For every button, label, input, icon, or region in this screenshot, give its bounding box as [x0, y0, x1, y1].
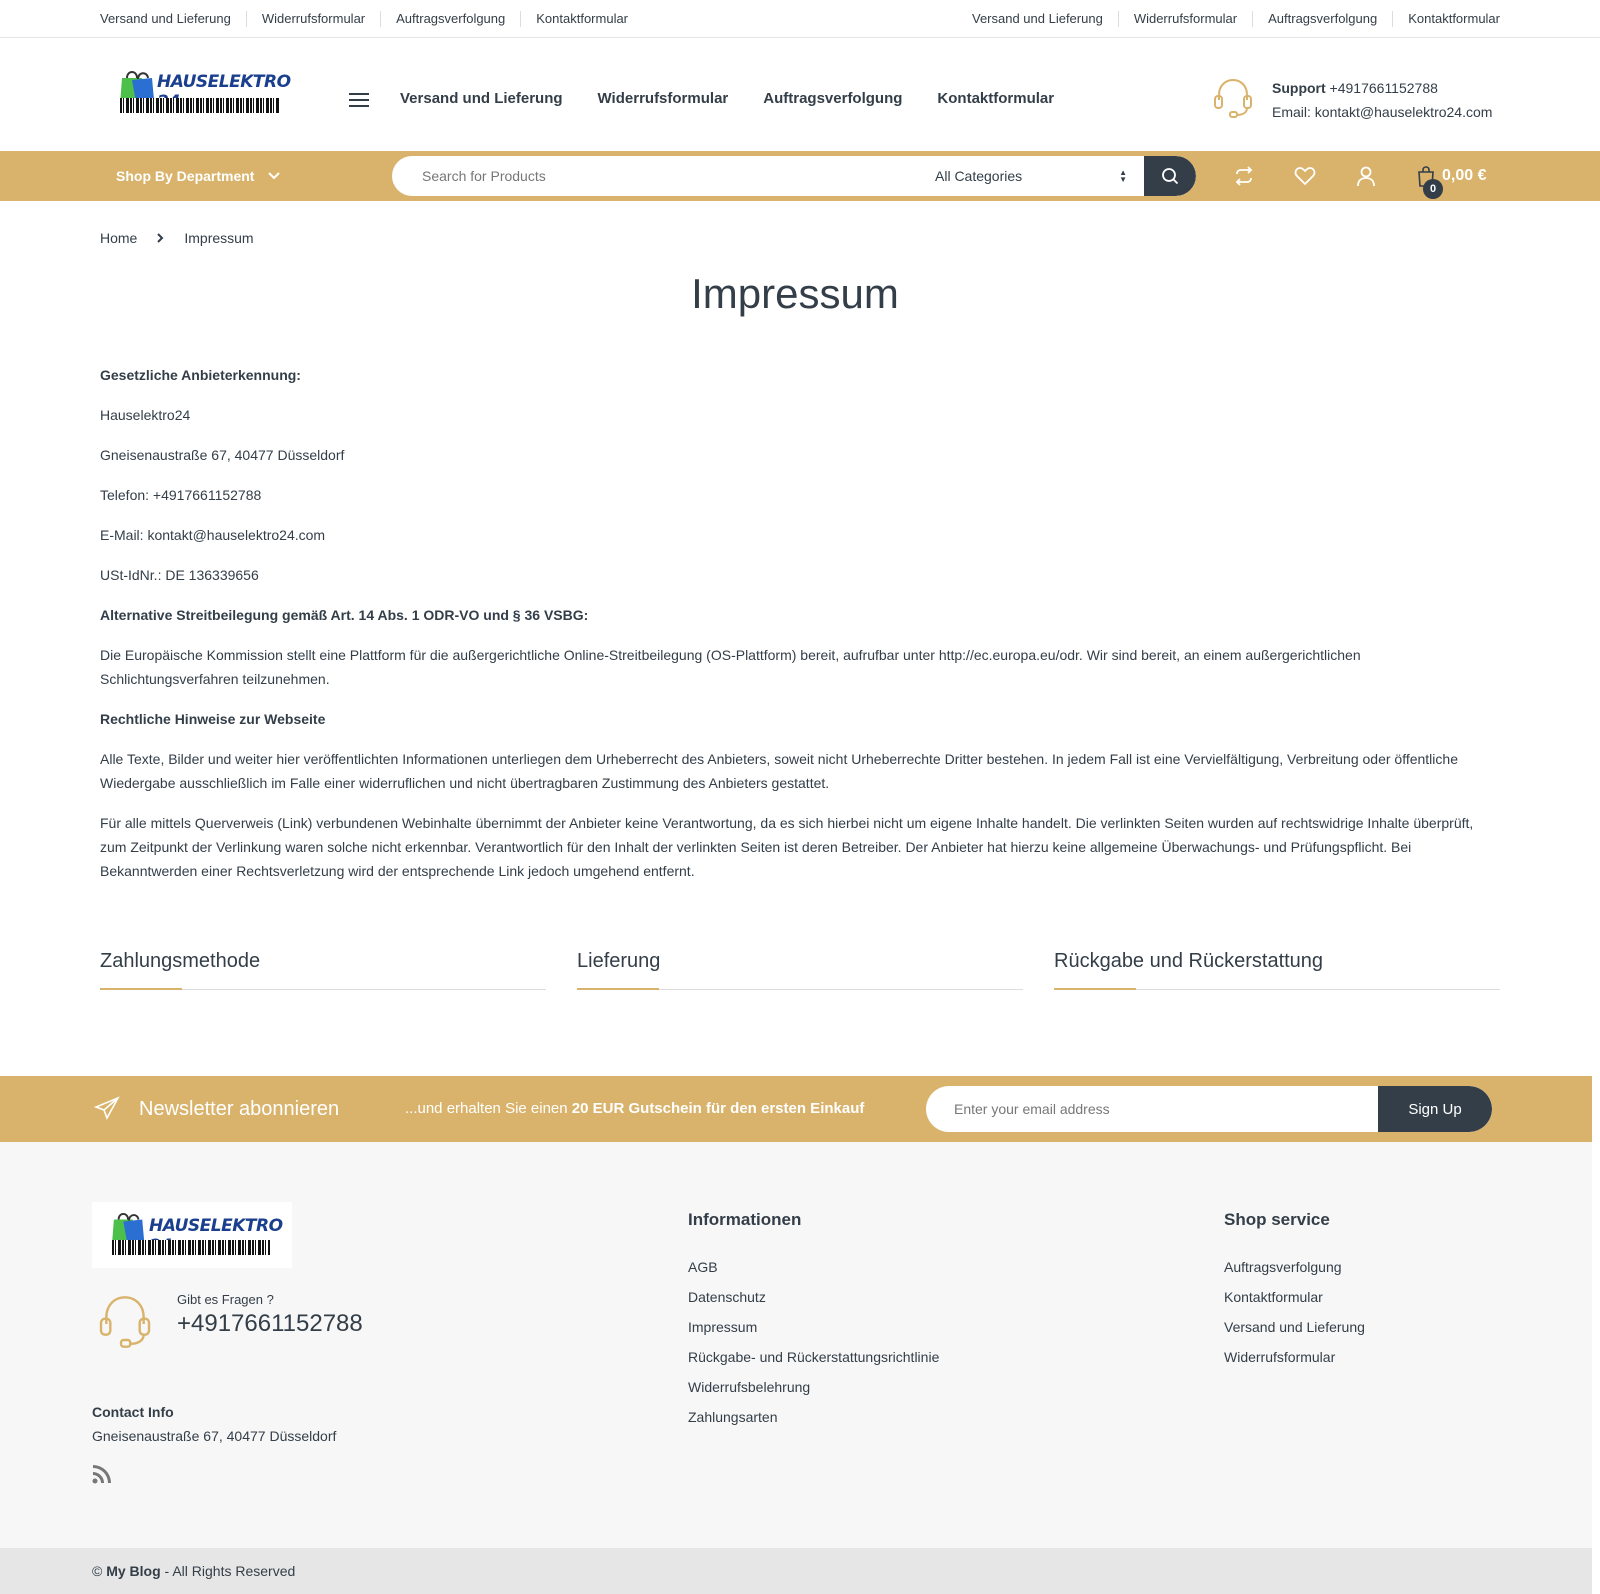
nav-auftrag[interactable]: Auftragsverfolgung: [763, 90, 903, 107]
footer-link-widerrufsbelehrung[interactable]: Widerrufsbelehrung: [688, 1379, 811, 1395]
shop-by-department-button[interactable]: [116, 151, 280, 201]
breadcrumb: [100, 230, 254, 246]
barcode-graphic: [120, 98, 280, 113]
headset-icon: [97, 1292, 153, 1348]
footer-column-title: Shop service: [1224, 1210, 1330, 1229]
barcode-graphic: [112, 1240, 270, 1255]
heart-icon[interactable]: [1294, 165, 1316, 187]
top-links-left: [100, 0, 628, 38]
cart-count-badge: 0: [1423, 179, 1443, 199]
paper-plane-icon: [94, 1096, 120, 1122]
search-icon: [1161, 167, 1179, 185]
paragraph: USt-IdNr.: DE 136339656: [100, 567, 259, 583]
newsletter-email-input[interactable]: [954, 1086, 1374, 1132]
paragraph-heading: Rechtliche Hinweise zur Webseite: [100, 711, 326, 727]
breadcrumb-home[interactable]: Home: [100, 230, 138, 246]
nav-kontakt[interactable]: Kontaktformular: [937, 90, 1055, 107]
support-email[interactable]: Email: kontakt@hauselektro24.com: [1272, 104, 1493, 120]
top-link-auftrag[interactable]: Auftragsverfolgung: [1252, 11, 1392, 27]
newsletter-form: [926, 1086, 1492, 1132]
widget-underline: [577, 988, 659, 990]
widget-underline: [1054, 988, 1136, 990]
paragraph: Die Europäische Kommission stellt eine Plattform für die außergerichtliche Online-Streitbeilegung (OS-Plattform) bereit, aufrufbar unter http://ec.europa.eu/odr. Wir sind bereit, an einem außergerichtlichen Schlichtungsverfahren teilzunehmen.: [100, 647, 1361, 687]
rss-icon[interactable]: [92, 1464, 112, 1484]
department-label: Shop By Department: [116, 168, 255, 184]
widget-title: Lieferung: [577, 950, 661, 972]
footer-link-agb[interactable]: AGB: [688, 1259, 718, 1275]
footer-address: Gneisenaustraße 67, 40477 Düsseldorf: [92, 1428, 337, 1444]
category-selected: All Categories: [935, 168, 1023, 184]
widget-rueckgabe: [1054, 950, 1500, 990]
department-bar: [0, 151, 1600, 201]
search-form: [392, 156, 1196, 196]
headset-icon: [1212, 76, 1254, 118]
nav-widerruf[interactable]: Widerrufsformular: [597, 90, 729, 107]
newsletter-bar: [0, 1076, 1592, 1142]
logo-text: HAUSELEKTRO: [149, 1216, 283, 1236]
compare-icon[interactable]: [1233, 165, 1255, 187]
top-link-kontakt[interactable]: Kontaktformular: [1392, 11, 1500, 27]
footer-link-widerruf[interactable]: Widerrufsformular: [1224, 1349, 1336, 1365]
newsletter-desc-prefix: ...und erhalten Sie einen: [405, 1100, 572, 1117]
footer-question: Gibt es Fragen ?: [177, 1292, 274, 1307]
support-label: Support: [1272, 80, 1326, 96]
newsletter-title: Newsletter abonnieren: [139, 1098, 340, 1120]
footer-column-title: Informationen: [688, 1210, 802, 1229]
search-button[interactable]: [1144, 156, 1196, 196]
copyright-suffix: - All Rights Reserved: [160, 1563, 296, 1579]
site-header: [0, 38, 1600, 151]
paragraph-heading: Gesetzliche Anbieterkennung:: [100, 367, 301, 383]
top-link-versand[interactable]: Versand und Lieferung: [971, 11, 1103, 26]
widget-zahlungsmethode: [100, 950, 546, 990]
user-icon[interactable]: [1355, 165, 1377, 187]
top-links-right: [972, 0, 1500, 38]
footer-column-informationen: [688, 1210, 939, 1432]
footer-column-shop-service: [1224, 1210, 1365, 1372]
site-logo[interactable]: [117, 68, 291, 120]
footer-phone[interactable]: +4917661152788: [177, 1310, 363, 1337]
signup-button[interactable]: Sign Up: [1378, 1086, 1492, 1132]
copyright-text: [92, 1548, 295, 1594]
paragraph: Gneisenaustraße 67, 40477 Düsseldorf: [100, 447, 345, 463]
contact-info-heading: Contact Info: [92, 1404, 174, 1420]
footer-link-auftrag[interactable]: Auftragsverfolgung: [1224, 1259, 1342, 1275]
top-bar: [0, 0, 1600, 38]
top-link-auftrag[interactable]: Auftragsverfolgung: [380, 11, 520, 27]
paragraph: Für alle mittels Querverweis (Link) verbundenen Webinhalte übernimmt der Anbieter keine Verantwortung, da es sich hierbei nicht um eigene Inhalte handelt. Die verlinkten Seiten wurden auf rechtswidrige Inhalte überprüft, zum Zeitpunkt der Verlinkung waren solche nicht erkennbar. Verantwortlich für den Inhalt der verlinkten Seiten ist deren Betreiber. Der Anbieter hat hierzu keine allgemeine Überwachungs- und Prüfungspflicht. Bei Bekanntwerden einer Rechtsverletzung wird der entsprechende Link jedoch umgehend entfernt.: [100, 815, 1474, 879]
widget-lieferung: [577, 950, 1023, 990]
paragraph-heading: Alternative Streitbeilegung gemäß Art. 14 Abs. 1 ODR-VO und § 36 VSBG:: [100, 607, 589, 623]
nav-versand[interactable]: Versand und Lieferung: [400, 90, 563, 107]
top-link-kontakt[interactable]: Kontaktformular: [520, 11, 628, 27]
impressum-content: [100, 363, 1500, 899]
logo-text: HAUSELEKTRO: [157, 72, 291, 92]
footer-link-versand[interactable]: Versand und Lieferung: [1224, 1319, 1365, 1335]
page-title: Impressum: [691, 270, 899, 317]
support-info: [1272, 76, 1492, 124]
footer-link-datenschutz[interactable]: Datenschutz: [688, 1289, 766, 1305]
footer-link-rueckgabe[interactable]: Rückgabe- und Rückerstattungsrichtlinie: [688, 1349, 940, 1365]
paragraph: Telefon: +4917661152788: [100, 487, 262, 503]
newsletter-desc-bold: 20 EUR Gutschein für den ersten Einkauf: [571, 1100, 865, 1117]
chevron-down-icon: [268, 172, 280, 180]
breadcrumb-current: Impressum: [184, 230, 254, 246]
top-link-widerruf[interactable]: Widerrufsformular: [246, 11, 380, 27]
main-nav: [400, 90, 1054, 107]
cart-amount[interactable]: 0,00 €: [1442, 167, 1487, 184]
search-input[interactable]: [422, 156, 912, 196]
support-phone[interactable]: +4917661152788: [1329, 80, 1438, 96]
footer-link-kontakt[interactable]: Kontaktformular: [1224, 1289, 1323, 1305]
paragraph: Alle Texte, Bilder und weiter hier veröffentlichten Informationen unterliegen dem Urheberrecht des Anbieters, soweit nicht Urheberrechte Dritter bestehen. In jedem Fall ist eine Vervielfältigung, Verbreitung oder öffentliche Wiedergabe ausschließlich im Falle einer widerruflichen und nicht übertragbaren Zustimmung des Anbieters gestattet.: [100, 751, 1458, 791]
footer-widgets: [100, 950, 1500, 990]
widget-title: Zahlungsmethode: [100, 950, 261, 972]
footer-link-impressum[interactable]: Impressum: [688, 1319, 758, 1335]
copyright-bar: [0, 1548, 1592, 1594]
top-link-versand[interactable]: Versand und Lieferung: [100, 11, 231, 26]
select-arrows-icon: ▲ ▼: [1119, 168, 1127, 184]
menu-icon[interactable]: [349, 93, 369, 109]
newsletter-description: [405, 1076, 864, 1142]
top-link-widerruf[interactable]: Widerrufsformular: [1118, 11, 1252, 27]
footer-logo[interactable]: [92, 1202, 292, 1268]
paragraph: Hauselektro24: [100, 407, 191, 423]
widget-underline: [100, 988, 182, 990]
chevron-right-icon: [157, 233, 164, 243]
site-footer: [0, 1142, 1592, 1548]
paragraph: E-Mail: kontakt@hauselektro24.com: [100, 527, 326, 543]
widget-title: Rückgabe und Rückerstattung: [1054, 950, 1324, 972]
copyright-prefix: ©: [92, 1563, 107, 1579]
copyright-site-name[interactable]: My Blog: [106, 1563, 161, 1579]
footer-link-zahlungsarten[interactable]: Zahlungsarten: [688, 1409, 778, 1425]
category-select[interactable]: [935, 156, 1135, 196]
